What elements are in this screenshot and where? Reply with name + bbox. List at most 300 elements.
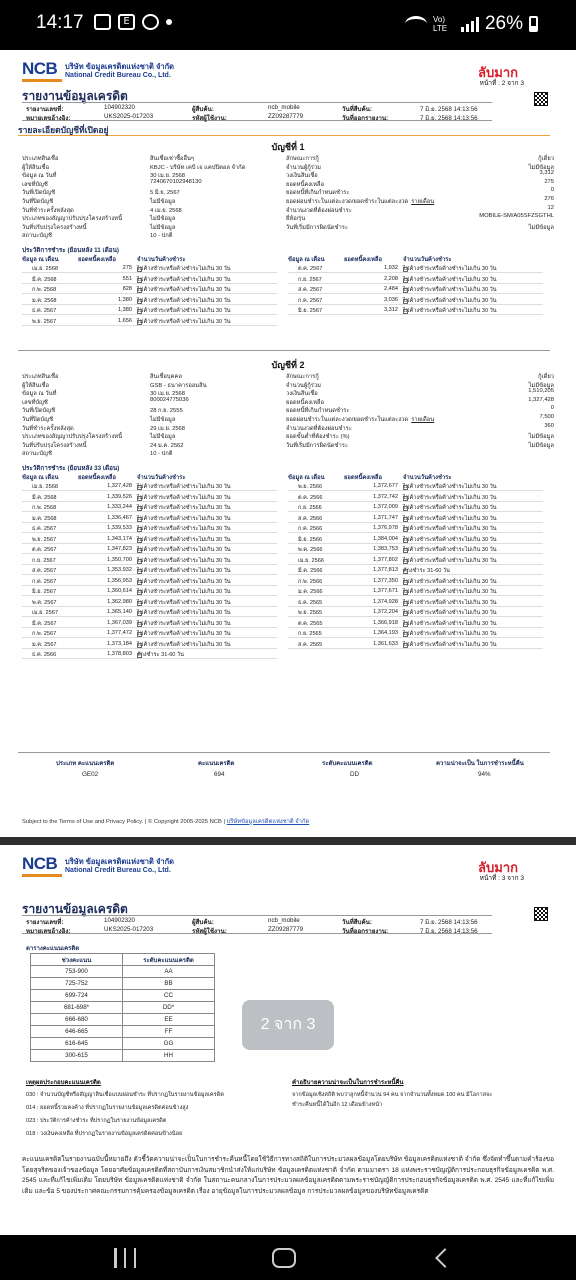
field-label-open: วันที่เปิดบัญชี xyxy=(22,190,56,197)
history-row xyxy=(288,284,543,294)
history-header-hist_col_date: ข้อมูล ณ เดือน xyxy=(288,257,325,263)
history-month: มิ.ย. 2567 xyxy=(32,589,57,595)
history-row xyxy=(22,607,277,617)
history-row xyxy=(288,534,543,544)
history-month: ม.ค. 2568 xyxy=(32,297,57,304)
history-status-text: ไม่ค้างชำระหรือค้างชำระไม่เกิน 30 วัน xyxy=(403,610,497,616)
history-row xyxy=(288,492,543,502)
legend-level: DD* xyxy=(123,1002,215,1014)
history-balance: 551 xyxy=(122,275,132,282)
status-checkbox-icon xyxy=(403,496,408,501)
legend-range: 666-680 xyxy=(31,1014,123,1026)
notification-icons xyxy=(94,14,172,30)
history-month: เม.ย. 2568 xyxy=(32,484,58,490)
history-status-text: ไม่ค้างชำระหรือค้างชำระไม่เกิน 30 วัน xyxy=(403,599,497,606)
company-name-en: National Credit Bureau Co., Ltd. xyxy=(65,867,171,874)
field-label-remaining: จำนวนงวดที่ต้องผ่อนชำระ xyxy=(286,425,352,432)
history-status xyxy=(137,567,231,575)
status-bar xyxy=(0,0,576,50)
history-status-text: ไม่ค้างชำระหรือค้างชำระไม่เกิน 30 วัน xyxy=(137,297,231,304)
history-month: ม.ค. 2567 xyxy=(32,641,57,648)
field-label-restructure_date: วันที่ปรับปรุงโครงสร้างหนี้ xyxy=(22,442,87,449)
history-balance: 2,484 xyxy=(384,286,398,292)
battery-percent: 26% xyxy=(484,13,523,34)
history-status xyxy=(403,641,497,649)
history-status-text: ไม่ค้างชำระหรือค้างชำระไม่เกิน 30 วัน xyxy=(403,308,497,314)
history-status-text: ไม่ค้างชำระหรือค้างชำระไม่เกิน 30 วัน xyxy=(137,589,231,595)
history-status-text: ค้างชำระ 31-60 วัน xyxy=(137,652,184,658)
history-row xyxy=(22,481,277,491)
history-balance: 2,208 xyxy=(384,275,398,282)
history-balance: 3,312 xyxy=(384,307,398,313)
history-month: ส.ค. 2567 xyxy=(32,568,57,574)
score-probability: 94% xyxy=(478,771,491,778)
legend-row xyxy=(31,1050,215,1062)
field-value-lender: KBJC - บริษัท เคบี เจ แคปปิตอล จำกัด xyxy=(150,164,246,171)
field-label-lender: ผู้ให้สินเชื่อ xyxy=(22,164,49,171)
history-balance: 1,656 xyxy=(118,317,132,324)
status-checkbox-icon xyxy=(137,538,142,543)
page-number: หน้าที่ : 3 จาก 3 xyxy=(479,875,524,882)
history-status xyxy=(137,297,231,305)
field-value-restructure: ไม่มีข้อมูล xyxy=(150,434,176,441)
score-header: คะแนนเครดิต xyxy=(198,761,235,767)
score-legend-table: ช่วงคะแนน ระดับคะแนนเครดิต 753-900 AA 725-752 BB 699-724 CC 681-698* DD* 666-680 EE 646-665 FF 616-645 GG 300-615 HH xyxy=(30,953,215,1062)
history-row xyxy=(22,523,277,533)
history-status xyxy=(403,620,497,628)
status-checkbox-icon xyxy=(137,622,142,627)
history-status-text: ไม่ค้างชำระหรือค้างชำระไม่เกิน 30 วัน xyxy=(137,641,231,648)
history-month: ก.ค. 2567 xyxy=(298,297,323,304)
history-status xyxy=(137,515,231,523)
field-label-remaining: จำนวนงวดที่ต้องผ่อนชำระ xyxy=(286,207,352,214)
history-row xyxy=(22,513,277,523)
field-value-type: กู้เดี่ยว xyxy=(538,156,554,162)
home-button[interactable] xyxy=(272,1248,296,1268)
history-month: เม.ย. 2568 xyxy=(32,266,58,272)
history-balance: 1,376,978 xyxy=(373,525,398,531)
history-status xyxy=(403,630,497,638)
history-balance: 1,339,533 xyxy=(107,525,132,531)
history-month: ก.ย. 2567 xyxy=(32,557,56,564)
status-checkbox-icon xyxy=(403,569,408,574)
page-header xyxy=(22,855,554,885)
chrome-icon xyxy=(142,14,159,30)
history-row xyxy=(22,263,277,273)
history-row xyxy=(288,597,543,607)
history-row xyxy=(288,481,543,491)
field-value-close: ไม่มีข้อมูล xyxy=(150,417,176,423)
field-label-restructure: ประเภทของสัญญาปรับปรุงโครงสร้างหนี้ xyxy=(22,434,123,441)
history-month: พ.ย. 2567 xyxy=(32,536,57,543)
history-row xyxy=(288,305,543,315)
legend-level: BB xyxy=(123,978,215,990)
report-meta: รายงานเลขที่: 104902320 หมายเลขอ้างอิง: UKS2025-017203 ผู้สืบค้น: ncb_mobile รหัสผู้ใช้งาน: ZZ09287779 วันที่สืบค้น: 7 มิ.ย. 2568 14:13:56 วันที่ออกรายงาน: 7 มิ.ย. 2568 14:13:56 xyxy=(22,102,492,121)
legend-level: HH xyxy=(123,1050,215,1062)
status-checkbox-icon xyxy=(137,496,142,501)
field-value-balance: 275 xyxy=(544,178,554,185)
field-label-judgment: วันที่เริ่มมีการผิดนัดชำระ xyxy=(286,224,348,231)
history-balance: 1,377,472 xyxy=(107,630,132,636)
history-balance: 1,366,918 xyxy=(373,619,398,626)
history-status xyxy=(403,567,450,575)
legend-level: FF xyxy=(123,1026,215,1038)
history-balance: 1,364,193 xyxy=(373,630,398,636)
history-header-hist_col_days: จำนวนวันค้างชำระ xyxy=(403,475,452,481)
history-balance: 1,360,614 xyxy=(107,588,132,594)
score-level-header: ระดับคะแนนเครดิต xyxy=(322,761,373,767)
status-checkbox-icon xyxy=(137,653,142,658)
history-status xyxy=(137,620,231,628)
history-balance: 1,377,350 xyxy=(373,577,398,584)
recent-apps-button[interactable] xyxy=(114,1243,136,1273)
history-month: ก.ย. 2566 xyxy=(298,505,322,511)
history-row xyxy=(22,284,277,294)
qr-code-icon xyxy=(534,907,548,921)
history-balance: 1,356,953 xyxy=(107,577,132,584)
history-balance: 1,365,140 xyxy=(107,609,132,615)
field-label-limit: วงเงินสินเชื่อ xyxy=(286,173,318,180)
field-label-restructure_date: วันที่ปรับปรุงโครงสร้างหนี้ xyxy=(22,224,87,231)
history-status-text: ไม่ค้างชำระหรือค้างชำระไม่เกิน 30 วัน xyxy=(137,484,231,490)
status-checkbox-icon xyxy=(403,622,408,627)
wifi-icon xyxy=(405,16,427,32)
history-status xyxy=(403,265,497,273)
history-status xyxy=(137,599,231,607)
field-label-status: สถานะบัญชี xyxy=(22,451,52,458)
history-month: ต.ค. 2565 xyxy=(298,620,323,627)
history-row xyxy=(22,576,277,586)
history-month: พ.ย. 2566 xyxy=(298,484,323,490)
page-indicator-badge: 2 จาก 3 xyxy=(242,1000,334,1050)
history-status xyxy=(403,536,497,544)
history-row xyxy=(22,618,277,628)
history-header-hist_col_date: ข้อมูล ณ เดือน xyxy=(288,475,325,481)
history-balance: 1,380 xyxy=(118,307,132,313)
section-title: รายละเอียดบัญชีที่เปิดอยู่ xyxy=(18,123,550,136)
field-value-last_pay: 4 เม.ย. 2568 xyxy=(150,207,182,214)
status-checkbox-icon xyxy=(403,288,408,293)
history-month: ก.ค. 2566 xyxy=(298,526,323,532)
status-checkbox-icon xyxy=(403,485,408,490)
history-status xyxy=(137,307,231,315)
history-status xyxy=(137,504,231,512)
history-balance: 1,350,700 xyxy=(107,556,132,563)
field-label-rate: ยี่ห้อ/รุ่น xyxy=(286,216,306,223)
page-number: หน้าที่ : 2 จาก 3 xyxy=(479,80,524,87)
history-status xyxy=(403,588,497,596)
company-name-thai: บริษัท ข้อมูลเครดิตแห่งชาติ จำกัด xyxy=(65,857,174,866)
history-status xyxy=(137,651,184,659)
legend-level: EE xyxy=(123,1014,215,1026)
history-row xyxy=(22,295,277,305)
history-row xyxy=(22,586,277,596)
field-label-status: สถานะบัญชี xyxy=(22,233,52,240)
status-checkbox-icon xyxy=(403,559,408,564)
history-balance: 1,384,004 xyxy=(373,535,398,542)
status-checkbox-icon xyxy=(403,643,408,648)
history-month: พ.ย. 2567 xyxy=(32,318,57,325)
status-checkbox-icon xyxy=(137,632,142,637)
status-checkbox-icon xyxy=(137,559,142,564)
history-header-hist_col_date: ข้อมูล ณ เดือน xyxy=(22,475,59,481)
score-table-title: ตารางคะแนนเครดิต xyxy=(26,946,80,952)
status-checkbox-icon xyxy=(137,569,142,574)
installment-unit: รายเดือน xyxy=(411,199,435,205)
network-type: Vo) LTE xyxy=(432,15,448,33)
reasons-title: เหตุผลประกอบคะแนนเครดิต xyxy=(26,1080,101,1086)
score-divider xyxy=(18,752,550,753)
history-row xyxy=(22,544,277,554)
legend-row xyxy=(31,1026,215,1038)
status-checkbox-icon xyxy=(137,485,142,490)
status-checkbox-icon xyxy=(137,517,142,522)
history-status-text: ไม่ค้างชำระหรือค้างชำระไม่เกิน 30 วัน xyxy=(403,557,497,564)
legend-range: 300-615 xyxy=(31,1050,123,1062)
reason-item: 030 : จำนวนบัญชีหรือสัญญาสินเชื่อแบบผ่อนชำระ ที่ปรากฏในรายงานข้อมูลเครดิต xyxy=(26,1092,224,1098)
status-checkbox-icon xyxy=(137,309,142,314)
reason-item: 014 : ยอดหนี้รวมคงค้าง ที่ปรากฏในรายงานข้อมูลเครดิตค่อนข้างสูง xyxy=(26,1105,189,1111)
status-checkbox-icon xyxy=(137,527,142,532)
field-value-limit: 1,510,205 xyxy=(528,388,554,395)
history-balance: 3,036 xyxy=(384,296,398,303)
field-value-installment: 7,500 xyxy=(539,414,554,420)
field-value-overdue: 0 xyxy=(550,187,554,194)
field-value-limit: 3,312 xyxy=(539,170,554,177)
legend-row xyxy=(31,1002,215,1014)
status-checkbox-icon xyxy=(403,506,408,511)
history-balance: 1,374,928 xyxy=(373,598,398,605)
history-status-text: ไม่ค้างชำระหรือค้างชำระไม่เกิน 30 วัน xyxy=(403,515,497,522)
history-balance: 1,367,039 xyxy=(107,619,132,626)
history-status-text: ไม่ค้างชำระหรือค้างชำระไม่เกิน 30 วัน xyxy=(137,276,231,283)
score-level: DD xyxy=(350,771,360,778)
field-value-overdue: 0 xyxy=(550,405,554,412)
history-status-text: ไม่ค้างชำระหรือค้างชำระไม่เกิน 30 วัน xyxy=(137,287,231,293)
history-balance: 1,343,174 xyxy=(107,535,132,542)
history-status-text: ไม่ค้างชำระหรือค้างชำระไม่เกิน 30 วัน xyxy=(137,526,231,532)
status-checkbox-icon xyxy=(137,299,142,304)
field-value-acct_type: สินเชื่อเช่าซื้ออื่นๆ xyxy=(150,156,195,162)
report-page-3[interactable] xyxy=(0,845,576,1235)
history-row xyxy=(22,502,277,512)
history-status xyxy=(137,494,231,502)
history-row xyxy=(22,274,277,284)
history-row xyxy=(288,618,543,628)
history-status xyxy=(403,578,497,586)
confidential-label: ลับมาก xyxy=(478,860,518,875)
payment-history-title: ประวัติการชำระ (ย้อนหลัง 33 เดือน) xyxy=(22,465,120,472)
history-status xyxy=(403,557,497,565)
system-icons xyxy=(405,13,538,35)
ncb-logo: NCB บริษัท ข้อมูลเครดิตแห่งชาติ จำกัด National Credit Bureau Co., Ltd. xyxy=(22,60,174,82)
history-header-hist_col_bal: ยอดหนี้คงเหลือ xyxy=(344,475,382,481)
history-month: ม.ค. 2568 xyxy=(32,515,57,522)
history-month: ม.ค. 2566 xyxy=(298,589,323,595)
history-status-text: ไม่ค้างชำระหรือค้างชำระไม่เกิน 30 วัน xyxy=(137,610,231,616)
status-checkbox-icon xyxy=(403,548,408,553)
history-status xyxy=(137,578,231,586)
history-status xyxy=(137,546,231,554)
field-value-lender: GSB - ธนาคารออมสิน xyxy=(150,382,207,389)
history-month: มี.ค. 2568 xyxy=(32,494,57,501)
history-month: ก.ย. 2567 xyxy=(298,276,322,283)
history-balance: 1,362,980 xyxy=(107,598,132,605)
history-header-hist_col_days: จำนวนวันค้างชำระ xyxy=(137,475,186,481)
history-row xyxy=(22,316,277,326)
legend-range: 681-698* xyxy=(31,1002,123,1014)
history-row xyxy=(288,555,543,565)
legend-range: 699-724 xyxy=(31,990,123,1002)
history-row xyxy=(288,263,543,273)
history-header-hist_col_bal: ยอดหนี้คงเหลือ xyxy=(78,475,116,481)
history-status xyxy=(137,525,231,533)
history-status xyxy=(403,276,497,284)
reason-item: 023 : ประวัติการค้างชำระ ที่ปรากฏในรายงานข้อมูลเครดิต xyxy=(26,1118,167,1124)
history-row xyxy=(288,295,543,305)
field-label-acct_no: เลขที่บัญชี xyxy=(22,181,48,188)
status-checkbox-icon xyxy=(137,267,142,272)
footer-link[interactable]: บริษัทข้อมูลเครดิตแห่งชาติ จำกัด xyxy=(226,819,310,825)
history-row xyxy=(22,597,277,607)
field-value-borrowers: ไม่มีข้อมูล xyxy=(528,382,554,389)
field-label-acct_type: ประเภทสินเชื่อ xyxy=(22,374,59,380)
legend-row xyxy=(31,1038,215,1050)
history-balance: 1,339,526 xyxy=(107,493,132,500)
history-status-text: ไม่ค้างชำระหรือค้างชำระไม่เกิน 30 วัน xyxy=(403,276,497,283)
history-month: มี.ค. 2568 xyxy=(32,276,57,283)
field-value-last_pay: 29 เม.ย. 2568 xyxy=(150,425,185,432)
history-month: มี.ค. 2566 xyxy=(298,568,323,574)
legend-row xyxy=(31,978,215,990)
history-status xyxy=(403,494,497,502)
history-header-hist_col_bal: ยอดหนี้คงเหลือ xyxy=(344,257,382,263)
page-footer: Subject to the Terms of Use and Privacy Policy. | © Copyright 2005-2025 NCB | บริษัทข้อมูลเครดิตแห่งชาติ จำกัด xyxy=(22,819,310,825)
report-meta: รายงานเลขที่: 104902320 หมายเลขอ้างอิง: UKS2025-017203 ผู้สืบค้น: ncb_mobile รหัสผู้ใช้งาน: ZZ09287779 วันที่สืบค้น: 7 มิ.ย. 2568 14:13:56 วันที่ออกรายงาน: 7 มิ.ย. 2568 14:13:56 xyxy=(22,915,492,934)
confidential-label: ลับมาก xyxy=(478,65,518,80)
history-status-text: ไม่ค้างชำระหรือค้างชำระไม่เกิน 30 วัน xyxy=(137,266,231,272)
field-value-judgment: ไม่มีข้อมูล xyxy=(528,224,554,231)
history-status xyxy=(403,609,497,617)
history-balance: 1,377,671 xyxy=(373,588,398,594)
field-label-acct_no: เลขที่บัญชี xyxy=(22,399,48,406)
history-status xyxy=(137,557,231,565)
field-label-rate: ยอดขั้นต่ำที่ต้องชำระ (%) xyxy=(286,434,350,441)
history-status xyxy=(403,599,497,607)
history-balance: 1,372,677 xyxy=(373,483,398,489)
report-title: รายงานข้อมูลเครดิต xyxy=(22,902,128,916)
history-status-text: ไม่ค้างชำระหรือค้างชำระไม่เกิน 30 วัน xyxy=(403,547,497,553)
back-button[interactable] xyxy=(435,1248,455,1268)
field-value-rate: ไม่มีข้อมูล xyxy=(528,434,554,441)
field-value-acct_type: สินเชื่อบุคคล xyxy=(150,374,182,380)
history-status xyxy=(137,483,231,491)
company-name-en: National Credit Bureau Co., Ltd. xyxy=(65,72,171,79)
field-label-as_of: ข้อมูล ณ วันที่ xyxy=(22,173,57,180)
history-month: มี.ค. 2567 xyxy=(32,620,57,627)
explanation-paragraph: คะแนนเครดิตในรายงานฉบับนี้หมายถึง ตัวชี้วัดความน่าจะเป็นในการชำระคืนหนี้โดยใช้วิธีการทางสถิติในการประมวลผลข้อมูลโดยบริษัท ข้อมูลเครดิตแห่งชาติ จำกัด ซึ่งจัดทำขึ้นตามคำร้องขอโดยสุจริตของเจ้าของข้อมูล โดยอาศัยข้อมูลเครดิตที่สถาบันการเงินสมาชิกนำส่งให้แก่บริษัท ข้อมูลเครดิตแห่งชาติ จำกัด ตามมาตรา 18 แห่งพระราชบัญญัติการประกอบธุรกิจข้อมูลเครดิต พ.ศ. 2545 และที่แก้ไขเพิ่มเติม โดยบริษัท ข้อมูลเครดิตแห่งชาติ จำกัด ในสถานะคนกลางในการประมวลผลข้อมูลเครดิตตามพระราชบัญญัติการประกอบธุรกิจข้อมูลเครดิต พ.ศ. 2545 และที่แก้ไขเพิ่มเติม และข้อ 5 ของประกาศคณะกรรมการคุ้มครองข้อมูลเครดิต เรื่อง อายุข้อมูลในการประมวลผลข้อมูล การประมวลผลข้อมูลของบริษัทข้อมูลเครดิต xyxy=(22,1156,554,1195)
score-type-header: ประเภท คะแนนเครดิต xyxy=(56,761,115,767)
status-checkbox-icon xyxy=(137,590,142,595)
history-month: ก.พ. 2567 xyxy=(32,631,57,637)
history-status xyxy=(403,286,497,294)
status-checkbox-icon xyxy=(403,299,408,304)
history-month: ก.พ. 2566 xyxy=(298,578,323,585)
history-status-text: ไม่ค้างชำระหรือค้างชำระไม่เกิน 30 วัน xyxy=(137,318,231,325)
status-checkbox-icon xyxy=(403,527,408,532)
field-label-borrowers: จำนวนผู้กู้ร่วม xyxy=(286,382,321,389)
report-page-2[interactable] xyxy=(0,50,576,837)
status-checkbox-icon xyxy=(403,309,408,314)
history-row xyxy=(288,607,543,617)
company-name-thai: บริษัท ข้อมูลเครดิตแห่งชาติ จำกัด xyxy=(65,62,174,71)
history-month: ต.ค. 2567 xyxy=(32,547,57,553)
field-label-balance: ยอดหนี้คงเหลือ xyxy=(286,399,324,406)
history-balance: 275 xyxy=(122,265,132,271)
account-title: บัญชีที่ 2 xyxy=(271,360,305,370)
field-value-balance: 1,327,428 xyxy=(528,396,554,403)
probability-line-2: ชำระคืนหนี้ได้ในอีก 12 เดือนข้างหน้า xyxy=(292,1102,383,1108)
history-row xyxy=(22,305,277,315)
field-label-type: ลักษณะการกู้ xyxy=(286,374,319,380)
field-label-balance: ยอดหนี้คงเหลือ xyxy=(286,181,324,188)
signal-icon xyxy=(461,16,479,32)
history-month: ก.ย. 2565 xyxy=(298,631,322,637)
field-value-restructure_date: ไม่มีข้อมูล xyxy=(150,224,176,231)
history-balance: 1,327,428 xyxy=(107,483,132,489)
status-checkbox-icon xyxy=(403,538,408,543)
history-status-text: ไม่ค้างชำระหรือค้างชำระไม่เกิน 30 วัน xyxy=(137,547,231,553)
probability-line-1: จากข้อมูลเชิงสถิติ พบว่าลูกหนี้จำนวน 94 คน จากจำนวนทั้งหมด 100 คน มีโอกาสจะ xyxy=(292,1092,493,1098)
field-label-open: วันที่เปิดบัญชี xyxy=(22,408,56,415)
field-label-last_pay: วันที่ชำระครั้งหลังสุด xyxy=(22,207,74,214)
history-status xyxy=(137,265,231,273)
history-status-text: ไม่ค้างชำระหรือค้างชำระไม่เกิน 30 วัน xyxy=(137,631,231,637)
history-month: ส.ค. 2566 xyxy=(298,515,323,522)
history-month: ส.ค. 2567 xyxy=(298,287,323,293)
field-value-borrowers: ไม่มีข้อมูล xyxy=(528,164,554,171)
field-value-installment: 276 xyxy=(544,196,554,202)
status-checkbox-icon xyxy=(403,611,408,616)
battery-icon xyxy=(529,16,538,32)
history-month: มิ.ย. 2566 xyxy=(298,536,323,543)
field-value-status: 10 - ปกติ xyxy=(150,233,173,240)
field-label-close: วันที่ปิดบัญชี xyxy=(22,417,54,423)
status-checkbox-icon xyxy=(403,267,408,272)
field-label-borrowers: จำนวนผู้กู้ร่วม xyxy=(286,164,321,171)
status-checkbox-icon xyxy=(137,643,142,648)
history-balance: 1,383,753 xyxy=(373,546,398,552)
field-label-installment: ยอดผ่อนชำระในแต่ละงวด/ยอดชำระในแต่ละงวด รายเดือน xyxy=(286,199,435,205)
history-month: ส.ค. 2565 xyxy=(298,641,323,648)
navigation-bar xyxy=(0,1235,576,1280)
field-value-remaining: 12 xyxy=(547,204,554,211)
field-label-installment: ยอดผ่อนชำระในแต่ละงวด/ยอดชำระในแต่ละงวด รายเดือน xyxy=(286,417,435,423)
field-value-status: 10 - ปกติ xyxy=(150,451,173,458)
history-month: ธ.ค. 2567 xyxy=(32,308,57,314)
field-label-lender: ผู้ให้สินเชื่อ xyxy=(22,382,49,389)
history-month: เม.ย. 2566 xyxy=(298,557,324,564)
status-checkbox-icon xyxy=(403,590,408,595)
history-row xyxy=(288,565,543,575)
history-status-text: ไม่ค้างชำระหรือค้างชำระไม่เกิน 30 วัน xyxy=(403,494,497,501)
field-value-as_of: 30 เม.ย. 2568 xyxy=(150,391,185,398)
gallery-icon xyxy=(94,14,111,30)
history-status-text: ไม่ค้างชำระหรือค้างชำระไม่เกิน 30 วัน xyxy=(403,505,497,511)
field-value-acct_no: 7240670102948130 xyxy=(150,178,202,185)
more-notifications-icon xyxy=(166,19,172,25)
history-header-hist_col_date: ข้อมูล ณ เดือน xyxy=(22,257,59,263)
